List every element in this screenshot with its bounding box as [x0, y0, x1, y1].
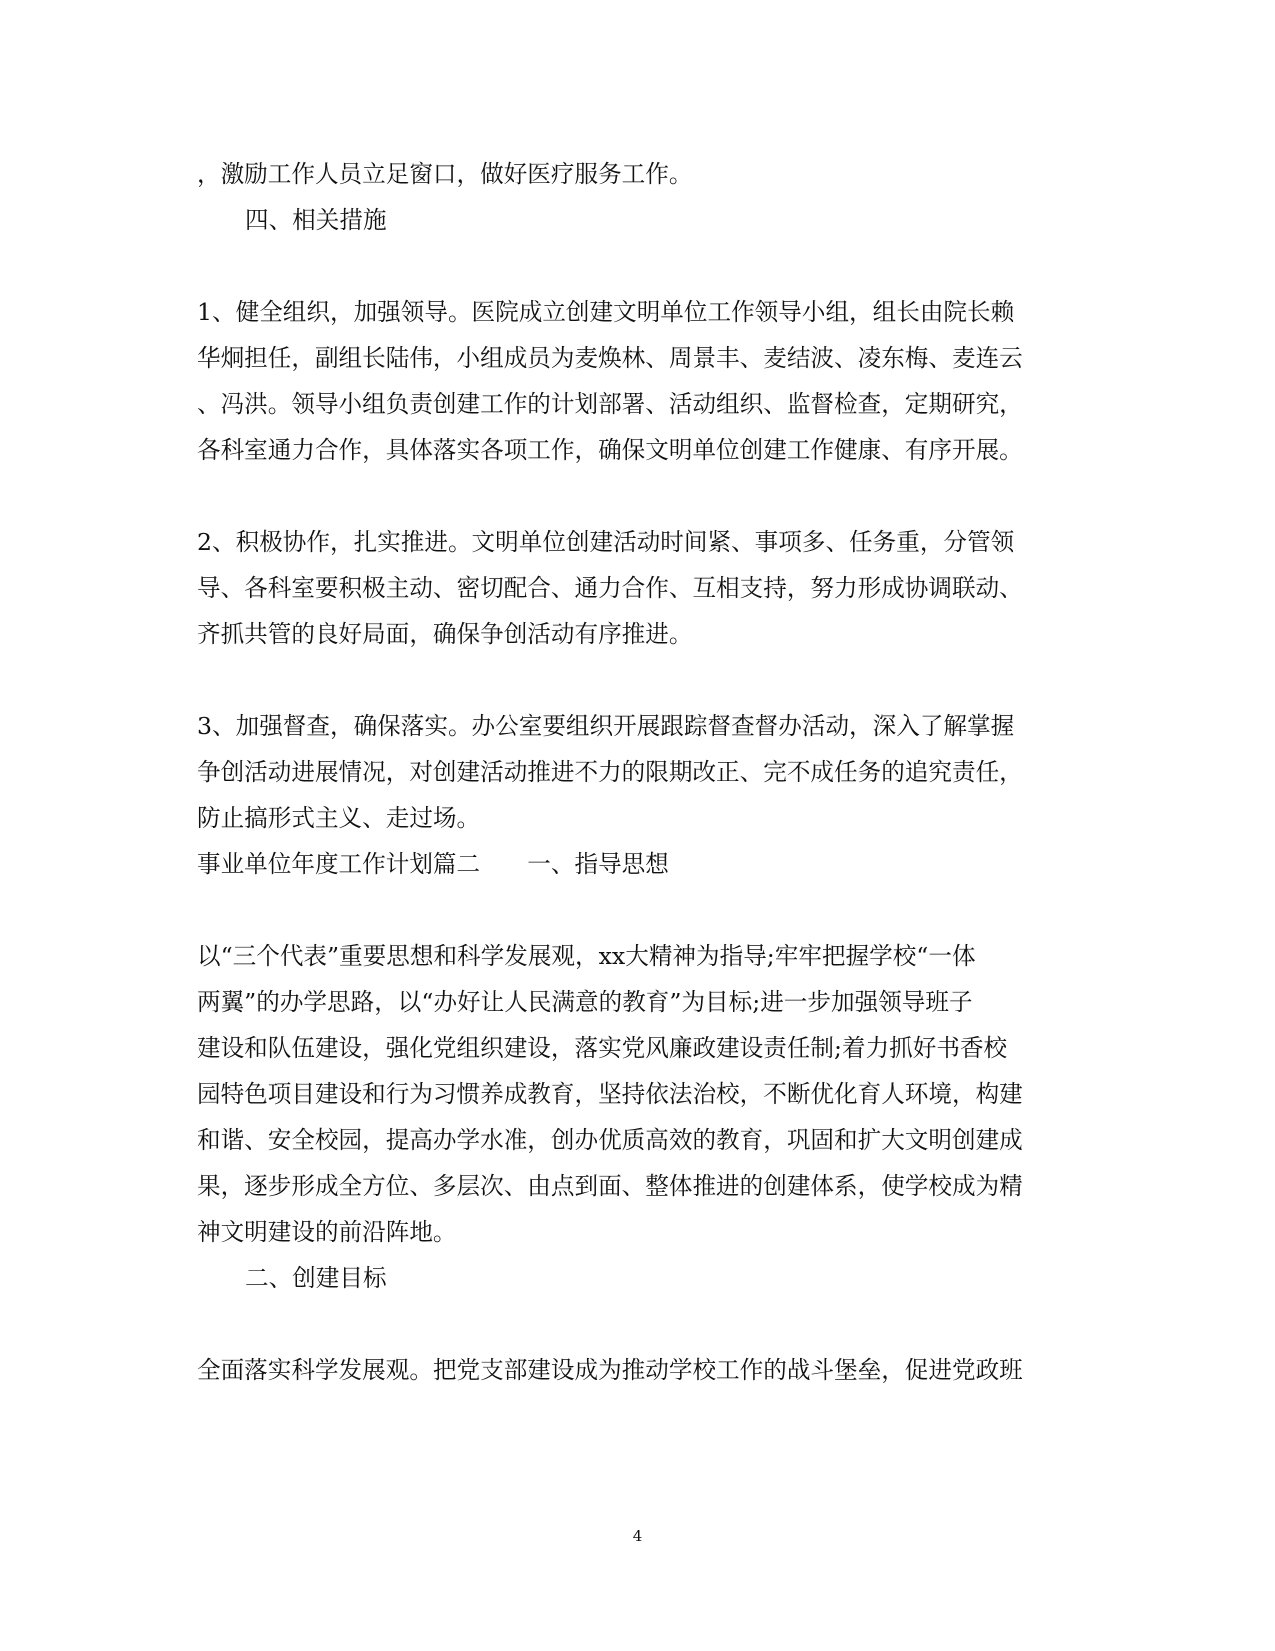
text-line: 以“三个代表”重要思想和科学发展观，xx大精神为指导;牢牢把握学校“一体: [197, 942, 976, 970]
text-line: 防止搞形式主义、走过场。: [197, 804, 481, 832]
section-heading: 四、相关措施: [245, 206, 387, 234]
text-line: 、冯洪。领导小组负责创建工作的计划部署、活动组织、监督检查，定期研究，: [197, 390, 1023, 418]
text-line: ，激励工作人员立足窗口，做好医疗服务工作。: [197, 160, 693, 188]
text-line: 2、积极协作，扎实推进。文明单位创建活动时间紧、事项多、任务重，分管领: [197, 528, 1015, 556]
text-line: 建设和队伍建设，强化党组织建设，落实党风廉政建设责任制;着力抓好书香校: [197, 1034, 1008, 1062]
text-line: 两翼”的办学思路，以“办好让人民满意的教育”为目标;进一步加强领导班子: [197, 988, 973, 1016]
article-heading: 事业单位年度工作计划篇二 一、指导思想: [197, 850, 669, 878]
text-line: 果，逐步形成全方位、多层次、由点到面、整体推进的创建体系，使学校成为精: [197, 1172, 1023, 1200]
text-line: 3、加强督查，确保落实。办公室要组织开展跟踪督查督办活动，深入了解掌握: [197, 712, 1015, 740]
text-line: 各科室通力合作，具体落实各项工作，确保文明单位创建工作健康、有序开展。: [197, 436, 1023, 464]
page-number: 4: [632, 1527, 643, 1545]
text-line: 齐抓共管的良好局面，确保争创活动有序推进。: [197, 620, 693, 648]
text-line: 园特色项目建设和行为习惯养成教育，坚持依法治校，不断优化育人环境，构建: [197, 1080, 1023, 1108]
text-line: 争创活动进展情况，对创建活动推进不力的限期改正、完不成任务的追究责任，: [197, 758, 1023, 786]
text-line: 和谐、安全校园，提高办学水准，创办优质高效的教育，巩固和扩大文明创建成: [197, 1126, 1023, 1154]
section-heading: 二、创建目标: [245, 1264, 387, 1292]
text-line: 1、健全组织，加强领导。医院成立创建文明单位工作领导小组，组长由院长赖: [197, 298, 1015, 326]
text-line: 全面落实科学发展观。把党支部建设成为推动学校工作的战斗堡垒，促进党政班: [197, 1356, 1023, 1384]
text-line: 华炯担任，副组长陆伟，小组成员为麦焕林、周景丰、麦结波、凌东梅、麦连云: [197, 344, 1023, 372]
text-line: 导、各科室要积极主动、密切配合、通力合作、互相支持，努力形成协调联动、: [197, 574, 1023, 602]
text-line: 神文明建设的前沿阵地。: [197, 1218, 457, 1246]
